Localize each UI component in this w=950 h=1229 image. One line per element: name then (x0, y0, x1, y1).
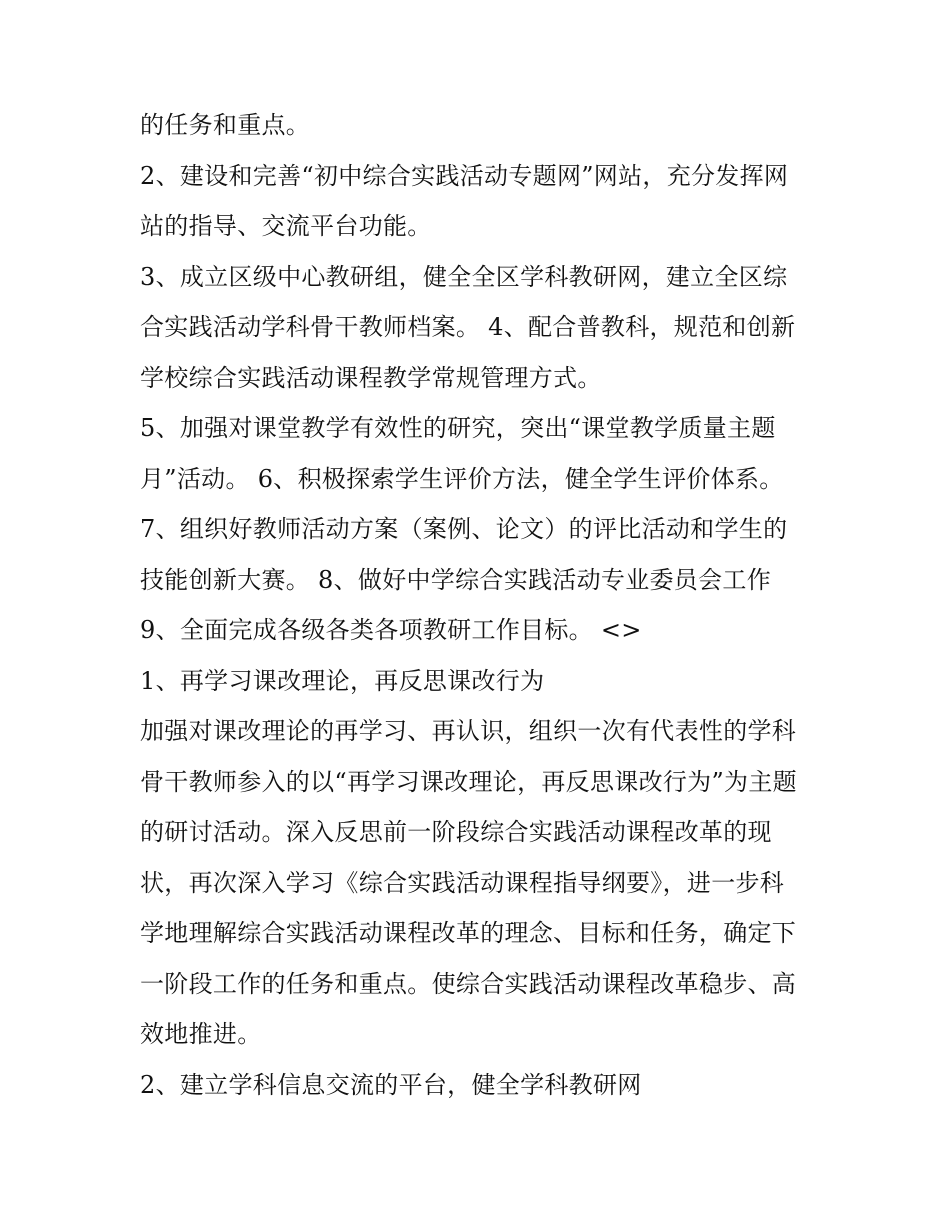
text-line: 的研讨活动。深入反思前一阶段综合实践活动课程改革的现 (140, 818, 772, 846)
text-line: 效地推进。 (140, 1020, 262, 1048)
text-line: 月”活动。 6、积极探索学生评价方法，健全学生评价体系。 (140, 464, 784, 493)
text-line: 5、加强对课堂教学有效性的研究，突出“课堂教学质量主题 (140, 414, 776, 442)
body-text (140, 100, 830, 1110)
text-line: 2、建设和完善“初中综合实践活动专题网”网站，充分发挥网 (140, 161, 789, 190)
text-line: 骨干教师参入的以“再学习课改理论，再反思课改行为”为主题 (140, 767, 797, 796)
section-heading: 1、再学习课改理论，再反思课改行为 (140, 666, 545, 695)
text-line: 状，再次深入学习《综合实践活动课程指导纲要》，进一步科 (140, 868, 785, 897)
text-line: 学地理解综合实践活动课程改革的理念、目标和任务，确定下 (140, 919, 797, 947)
text-line: 一阶段工作的任务和重点。使综合实践活动课程改革稳步、高 (140, 969, 797, 998)
text-line: 加强对课改理论的再学习、再认识，组织一次有代表性的学科 (140, 717, 797, 745)
section-heading: 2、建立学科信息交流的平台，健全学科教研网 (140, 1070, 642, 1099)
text-line: 站的指导、交流平台功能。 (140, 212, 432, 240)
text-line: 3、成立区级中心教研组，健全全区学科教研网，建立全区综 (140, 262, 788, 291)
text-line: 7、组织好教师活动方案（案例、论文）的评比活动和学生的 (140, 515, 788, 543)
text-line: 技能创新大赛。 8、做好中学综合实践活动专业委员会工作 (140, 565, 771, 594)
text-line: 合实践活动学科骨干教师档案。 4、配合普教科，规范和创新 (140, 313, 796, 341)
text-line: 9、全面完成各级各类各项教研工作目标。 <> (140, 616, 642, 644)
text-line: 学校综合实践活动课程教学常规管理方式。 (140, 363, 602, 392)
text-line: 的任务和重点。 (140, 111, 311, 139)
